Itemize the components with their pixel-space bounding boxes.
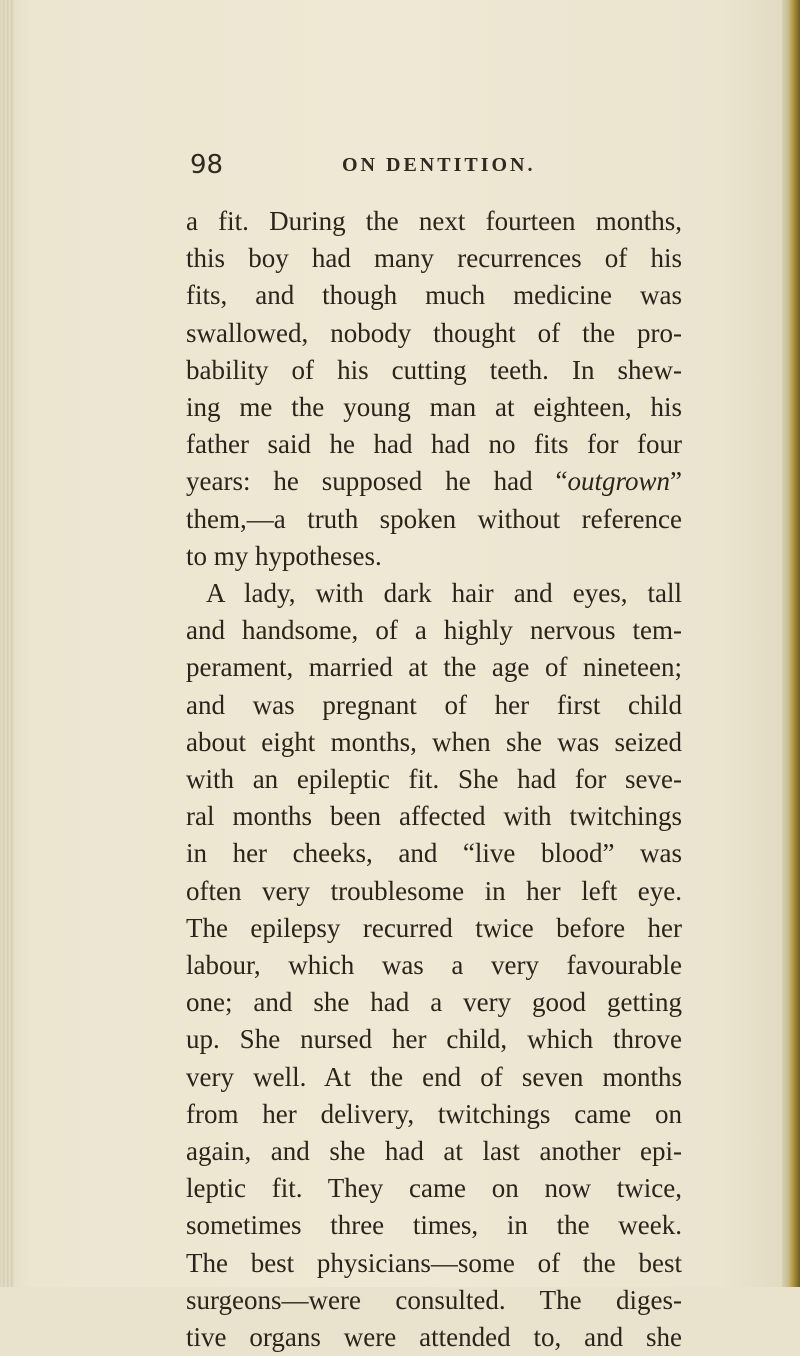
text-line: tive organs were attended to, and she	[186, 1322, 682, 1353]
text-line: often very troublesome in her left eye.	[186, 875, 682, 906]
text-line: and was pregnant of her first child	[186, 689, 682, 720]
text-line: about eight months, when she was seized	[186, 726, 682, 757]
italic-word: outgrown	[567, 466, 671, 497]
text-line: ing me the young man at eighteen, his	[186, 392, 682, 423]
text-line: perament, married at the age of nineteen;	[186, 652, 682, 683]
text-line: swallowed, nobody thought of the pro-	[186, 317, 682, 348]
text-line: leptic fit. They came on now twice,	[186, 1173, 682, 1204]
text-line-with-italic	[186, 463, 682, 500]
text-line: The best physicians—some of the best	[186, 1247, 682, 1278]
text-line: and handsome, of a highly nervous tem-	[186, 615, 682, 646]
text-line: very well. At the end of seven months	[186, 1061, 682, 1092]
text-line: one; and she had a very good getting	[186, 987, 682, 1018]
text-line: fits, and though much medicine was	[186, 280, 682, 311]
text-line: this boy had many recurrences of his	[186, 243, 682, 274]
text-line: a fit. During the next fourteen months,	[186, 206, 682, 236]
text-line: with an epileptic fit. She had for seve-	[186, 764, 682, 795]
body-text	[186, 203, 682, 1356]
binding-gutter	[0, 0, 14, 1287]
text-line: from her delivery, twitchings came on	[186, 1098, 682, 1129]
text-line: surgeons—were consulted. The diges-	[186, 1284, 682, 1315]
paragraph-start-line: A lady, with dark hair and eyes, tall	[206, 578, 682, 609]
text-fragment: years: he supposed he had “	[186, 466, 568, 497]
text-line: The epilepsy recurred twice before her	[186, 912, 682, 943]
text-line: to my hypotheses.	[186, 540, 382, 571]
text-line: up. She nursed her child, which throve	[186, 1024, 682, 1055]
text-line: bability of his cutting teeth. In shew-	[186, 354, 682, 385]
text-line: them,—a truth spoken without reference	[186, 503, 682, 534]
text-line: labour, which was a very favourable	[186, 950, 682, 981]
running-head: ON DENTITION.	[342, 154, 536, 176]
page-header	[190, 150, 660, 190]
page-edge-shadow	[782, 0, 800, 1287]
page-number: 98	[190, 150, 224, 180]
text-line: sometimes three times, in the week.	[186, 1210, 682, 1241]
text-fragment: ”	[670, 466, 682, 497]
text-line: again, and she had at last another epi-	[186, 1136, 682, 1167]
text-line: father said he had had no fits for four	[186, 429, 682, 460]
text-line: ral months been affected with twitchings	[186, 801, 682, 832]
text-line: in her cheeks, and “live blood” was	[186, 838, 682, 869]
